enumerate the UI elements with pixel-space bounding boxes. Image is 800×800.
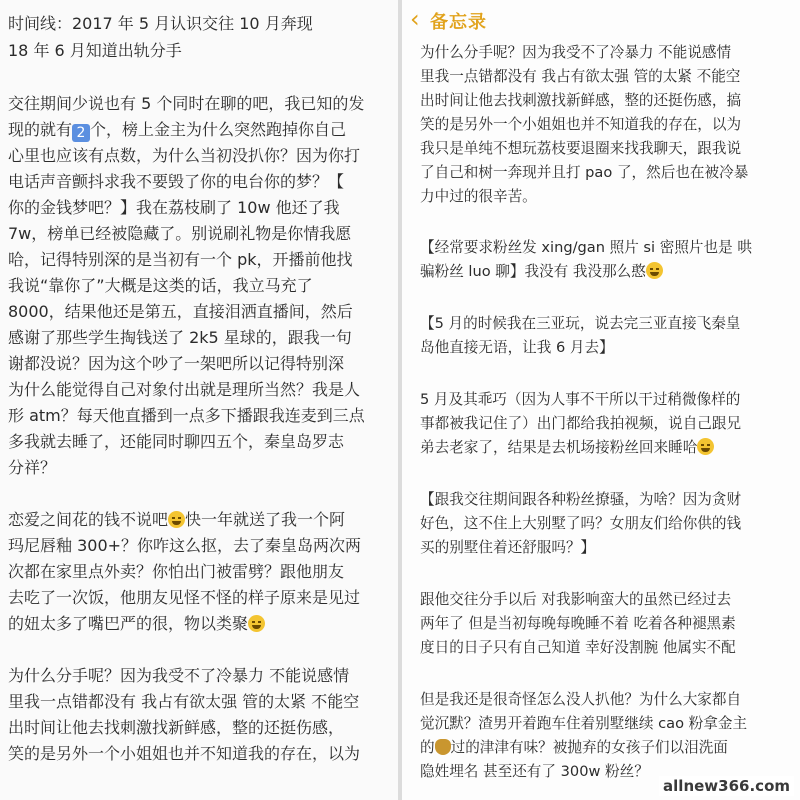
text-line bbox=[420, 690, 741, 710]
line-text: 玛尼唇釉 300+？你咋这么抠，去了秦皇岛两次两 bbox=[8, 536, 362, 555]
line-text: 【经常要求粉丝发 xing/gan 照片 si 密照片也是 哄 bbox=[420, 239, 752, 256]
text-line bbox=[8, 302, 353, 322]
line-text: 7w，榜单已经被隐藏了。别说刷礼物是你情我愿 bbox=[8, 224, 352, 243]
line-text: 我只是单纯不想玩荔枝要退圈来找我聊天，跟我说 bbox=[420, 140, 742, 157]
smiling-face-emoji-icon bbox=[168, 511, 185, 528]
text-line bbox=[420, 67, 740, 87]
line-text: 【5 月的时候我在三亚玩，说去完三亚直接飞秦皇 bbox=[420, 315, 741, 332]
line-text: 【跟我交往期间跟各种粉丝撩骚，为啥？因为贪财 bbox=[420, 491, 742, 508]
line-text: 感谢了那些学生掏钱送了 2k5 星球的，跟我一句 bbox=[8, 328, 352, 347]
text-line bbox=[420, 163, 748, 183]
line-text: 去吃了一次饭，他朋友见怪不怪的样子原来是见过 bbox=[8, 588, 361, 607]
line-text: 交往期间少说也有 5 个同时在聊的吧，我已知的发 bbox=[8, 94, 365, 113]
line-text: 形 atm？每天他直播到一点多下播跟我连麦到三点 bbox=[8, 406, 365, 425]
line-text: 多我就去睡了，还能同时聊四五个，秦皇岛罗志 bbox=[8, 432, 345, 451]
line-text: 里我一点错都没有 我占有欲太强 管的太紧 不能空 bbox=[8, 692, 360, 711]
text-line bbox=[420, 238, 752, 258]
text-line bbox=[420, 414, 741, 434]
line-text: 出时间让他去找刺激找新鲜感，整的还挺伤感，搞 bbox=[420, 92, 742, 109]
right-notes-panel bbox=[402, 0, 800, 800]
line-text: 两年了 但是当初每晚每晚睡不着 吃着各种褪黑素 bbox=[420, 615, 736, 632]
line-text: 里我一点错都没有 我占有欲太强 管的太紧 不能空 bbox=[420, 68, 741, 85]
line-text: 跟他交往分手以后 对我影响蛮大的虽然已经过去 bbox=[420, 591, 732, 608]
text-line bbox=[8, 120, 346, 142]
money-bag-emoji-icon bbox=[435, 739, 451, 755]
line-text: 次都在家里点外卖？你怕出门被雷劈？跟他朋友 bbox=[8, 562, 345, 581]
text-line bbox=[8, 172, 344, 192]
text-line bbox=[420, 590, 731, 610]
left-screenshot-panel bbox=[0, 0, 398, 800]
line-text: 隐姓埋名 甚至还有了 300w 粉丝？ bbox=[420, 763, 649, 780]
text-line bbox=[8, 14, 313, 34]
text-line bbox=[8, 718, 344, 738]
number-two-emoji-icon: 2 bbox=[72, 124, 90, 142]
line-text: 弟去老家了，结果是去机场接粉丝回来睡哈 bbox=[420, 439, 698, 456]
line-text: 笑的是另外一个小姐姐也并不知道我的存在，以为 bbox=[8, 744, 361, 763]
text-line bbox=[420, 614, 736, 634]
line-text: 买的别墅住着还舒服吗？】 bbox=[420, 539, 596, 556]
text-line bbox=[8, 406, 365, 426]
text-line bbox=[420, 514, 741, 534]
watermark: allnew366.com bbox=[659, 776, 794, 796]
line-text: 岛他直接无语，让我 6 月去】 bbox=[420, 339, 614, 356]
text-line bbox=[8, 510, 345, 530]
text-line bbox=[420, 390, 740, 410]
line-text-continued: 个，榜上金主为什么突然跑掉你自己 bbox=[90, 120, 347, 139]
text-line bbox=[8, 458, 56, 478]
text-line bbox=[420, 314, 740, 334]
text-line bbox=[8, 666, 349, 686]
line-text: 8000，结果他还是第五，直接泪洒直播间，然后 bbox=[8, 302, 353, 321]
line-text: 事都被我记住了）出门都给我拍视频，说自己跟兄 bbox=[420, 415, 742, 432]
text-line bbox=[420, 490, 741, 510]
text-line bbox=[8, 94, 364, 114]
text-line bbox=[420, 91, 741, 111]
text-line bbox=[420, 538, 595, 558]
line-text: 笑的是另外一个小姐姐也并不知道我的存在，以为 bbox=[420, 116, 742, 133]
line-text: 我说“靠你了”大概是这类的话，我立马充了 bbox=[8, 276, 313, 295]
smiling-face-emoji-icon bbox=[697, 438, 714, 455]
smiling-face-emoji-icon bbox=[646, 262, 663, 279]
line-text: 为什么能觉得自己对象付出就是理所当然？我是人 bbox=[8, 380, 361, 399]
text-line bbox=[8, 354, 344, 374]
text-line bbox=[420, 43, 731, 63]
line-text: 为什么分手呢？因为我受不了冷暴力 不能说感情 bbox=[420, 44, 732, 61]
text-line bbox=[8, 536, 361, 556]
text-line bbox=[8, 744, 360, 764]
text-line bbox=[420, 139, 741, 159]
text-line bbox=[8, 562, 344, 582]
notes-header bbox=[402, 0, 800, 38]
line-text: 5 月及其乖巧（因为人事不干所以干过稍微像样的 bbox=[420, 391, 741, 408]
text-line bbox=[8, 380, 360, 400]
text-line bbox=[420, 187, 537, 207]
line-text: 力中过的很辛苦。 bbox=[420, 188, 537, 205]
back-chevron-icon[interactable]: ‹ bbox=[410, 5, 420, 33]
text-line bbox=[8, 276, 313, 296]
line-text: 的 bbox=[420, 739, 435, 756]
notes-title[interactable]: 备忘录 bbox=[430, 12, 487, 33]
line-text: 的妞太多了嘴巴严的很，物以类聚 bbox=[8, 614, 249, 633]
line-text: 出时间让他去找刺激找新鲜感，整的还挺伤感， bbox=[8, 718, 345, 737]
text-line bbox=[8, 328, 352, 348]
line-text: 觉沉默？渣男开着跑车住着别墅继续 cao 粉拿金主 bbox=[420, 715, 748, 732]
line-text: 时间线：2017 年 5 月认识交往 10 月奔现 bbox=[8, 14, 313, 33]
text-line bbox=[8, 198, 340, 218]
line-text: 了自己和树一奔现并且打 pao 了，然后也在被冷暴 bbox=[420, 164, 749, 181]
text-line bbox=[420, 338, 614, 358]
text-line bbox=[420, 762, 649, 782]
text-line bbox=[8, 588, 360, 608]
line-text: 骗粉丝 luo 聊】我没有 我没那么憨 bbox=[420, 263, 646, 280]
text-line bbox=[8, 614, 265, 634]
text-line bbox=[420, 738, 728, 758]
text-line bbox=[420, 638, 736, 658]
line-text: 度日的日子只有自己知道 幸好没割腕 他属实不配 bbox=[420, 639, 736, 656]
text-line bbox=[420, 262, 663, 282]
smiling-face-emoji-icon bbox=[248, 615, 265, 632]
line-text: 电话声音颤抖求我不要毁了你的电台你的梦？【 bbox=[8, 172, 345, 191]
text-line bbox=[8, 146, 360, 166]
text-line bbox=[8, 41, 182, 61]
line-text: 但是我还是很奇怪怎么没人扒他？为什么大家都自 bbox=[420, 691, 742, 708]
text-line bbox=[8, 224, 351, 244]
text-line bbox=[8, 250, 353, 270]
line-text-continued: 过的津津有味？被抛弃的女孩子们以泪洗面 bbox=[450, 739, 728, 756]
line-text: 现的就有 bbox=[8, 120, 73, 139]
line-text: 好色，这不住上大别墅了吗？女朋友们给你供的钱 bbox=[420, 515, 742, 532]
line-text-continued: 快一年就送了我一个阿 bbox=[185, 510, 346, 529]
line-text: 哈，记得特别深的是当初有一个 pk，开播前他找 bbox=[8, 250, 353, 269]
text-line bbox=[420, 438, 714, 458]
line-text: 为什么分手呢？因为我受不了冷暴力 不能说感情 bbox=[8, 666, 350, 685]
line-text: 恋爱之间花的钱不说吧 bbox=[8, 510, 169, 529]
line-text: 心里也应该有点数，为什么当初没扒你？因为你打 bbox=[8, 146, 361, 165]
line-text: 分祥？ bbox=[8, 458, 57, 477]
line-text: 18 年 6 月知道出轨分手 bbox=[8, 41, 182, 60]
text-line bbox=[8, 432, 344, 452]
text-line bbox=[420, 714, 747, 734]
line-text: 谢都没说？因为这个吵了一架吧所以记得特别深 bbox=[8, 354, 345, 373]
line-text: 你的金钱梦吧？】我在荔枝刷了 10w 他还了我 bbox=[8, 198, 340, 217]
text-line bbox=[420, 115, 741, 135]
text-line bbox=[8, 692, 359, 712]
